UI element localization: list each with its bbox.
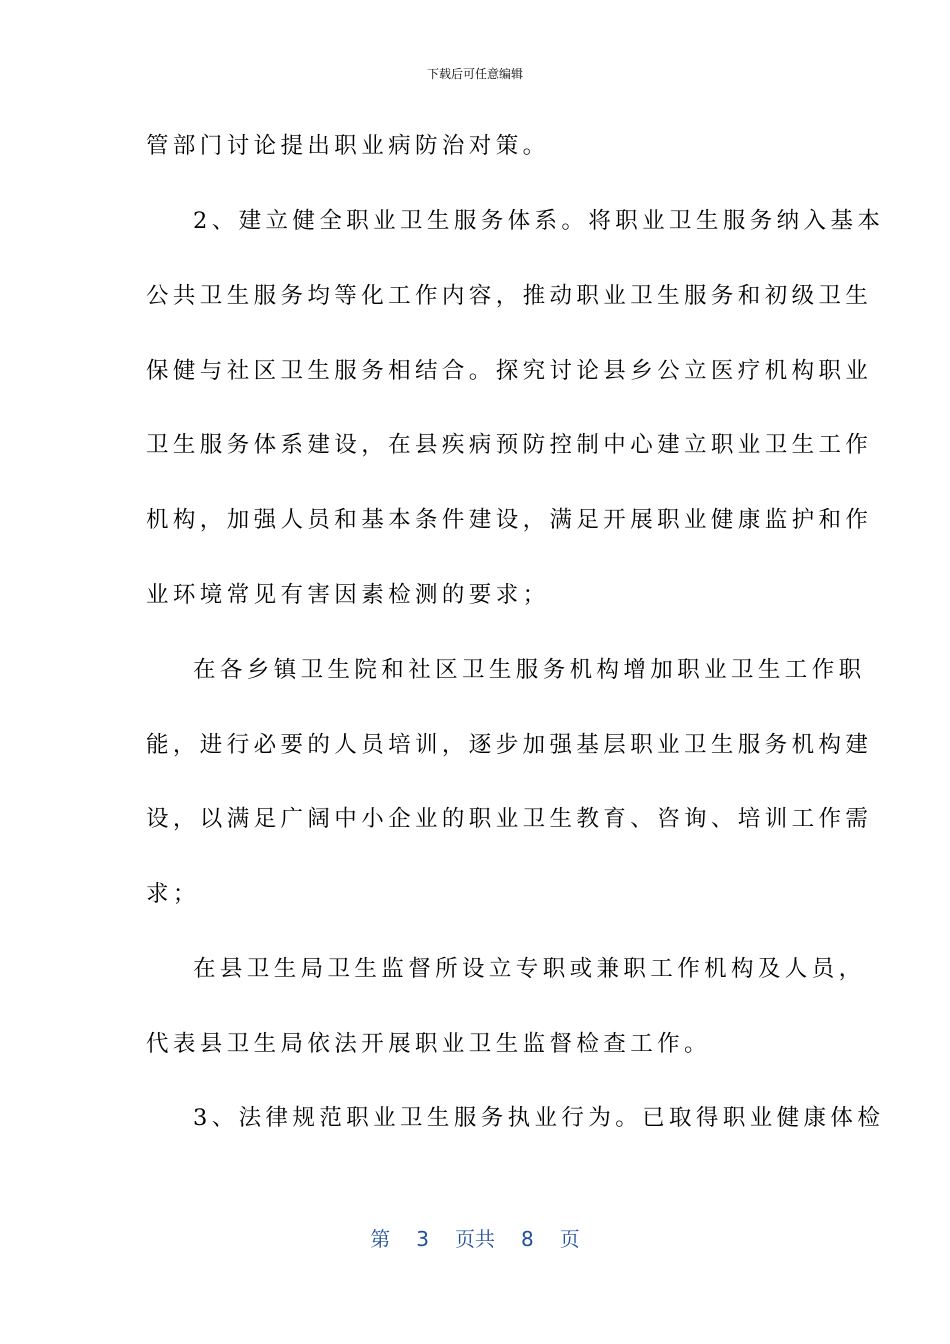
text-line: 机构，加强人员和基本条件建设，满足开展职业健康监护和作 — [146, 507, 873, 533]
footer-middle: 页共 — [455, 1227, 495, 1251]
text-line: 能，进行必要的人员培训，逐步加强基层职业卫生服务机构建 — [146, 732, 873, 758]
text-line: 管部门讨论提出职业病防治对策。 — [146, 133, 550, 159]
text-line: 在各乡镇卫生院和社区卫生服务机构增加职业卫生工作职 — [193, 657, 866, 683]
footer-suffix: 页 — [559, 1227, 580, 1251]
text-line: 公共卫生服务均等化工作内容，推动职业卫生服务和初级卫生 — [146, 283, 873, 309]
text-line: 业环境常见有害因素检测的要求； — [146, 582, 550, 608]
text-line: 设，以满足广阔中小企业的职业卫生教育、咨询、培训工作需 — [146, 806, 873, 832]
page-header: 下载后可任意编辑 — [426, 67, 523, 81]
footer-total-pages: 8 — [521, 1227, 534, 1251]
text-line: 在县卫生局卫生监督所设立专职或兼职工作机构及人员， — [193, 956, 866, 982]
footer-page-number: 3 — [416, 1227, 429, 1251]
text-line: 求； — [146, 881, 200, 907]
text-line: 保健与社区卫生服务相结合。探究讨论县乡公立医疗机构职业 — [146, 358, 873, 384]
page-footer — [0, 1226, 950, 1252]
text-line: 卫生服务体系建设，在县疾病预防控制中心建立职业卫生工作 — [146, 432, 873, 458]
text-line: 2、建立健全职业卫生服务体系。将职业卫生服务纳入基本 — [193, 208, 885, 234]
text-line: 3、法律规范职业卫生服务执业行为。已取得职业健康体检 — [193, 1105, 885, 1131]
text-line: 代表县卫生局依法开展职业卫生监督检查工作。 — [146, 1031, 711, 1057]
footer-prefix: 第 — [370, 1227, 391, 1251]
